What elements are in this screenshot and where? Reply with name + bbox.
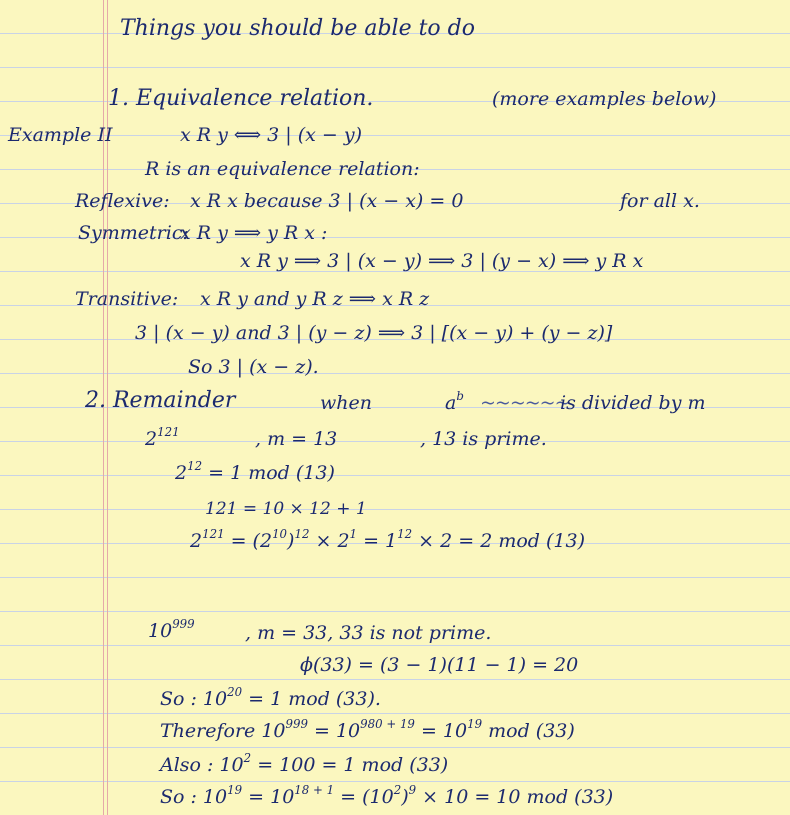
step-part: Therefore 10 bbox=[160, 720, 286, 742]
example-1-power bbox=[145, 425, 180, 450]
reflexive-proof: x R x because 3 | (x − x) = 0 bbox=[190, 190, 464, 212]
calc-part: = 1 bbox=[357, 530, 398, 552]
calc-part: × 2 bbox=[309, 530, 350, 552]
step-part: ) bbox=[401, 786, 409, 808]
calc-part: × 2 = 2 mod (13) bbox=[412, 530, 585, 552]
symmetric-label: Symmetric: bbox=[78, 222, 189, 244]
reflexive-label: Reflexive: bbox=[75, 190, 170, 212]
step-part: So : 10 bbox=[160, 688, 228, 710]
calc-base: 2 bbox=[190, 530, 203, 552]
fermat-result: = 1 mod (13) bbox=[202, 462, 335, 484]
step-exponent: 20 bbox=[227, 685, 243, 700]
step-exponent: 980 + 19 bbox=[360, 717, 415, 732]
transitive-statement: x R y and y R z ⟹ x R z bbox=[200, 288, 430, 310]
step-exponent: 999 bbox=[285, 717, 308, 732]
calc-exponent: 10 bbox=[272, 527, 288, 542]
calc-part: ) bbox=[287, 530, 295, 552]
step-part: = 10 bbox=[242, 786, 295, 808]
transitive-proof: 3 | (x − y) and 3 | (y − z) ⟹ 3 | [(x − y) + (y − z)] bbox=[135, 322, 613, 344]
step-exponent: 2 bbox=[243, 751, 252, 766]
step-exponent: 2 bbox=[393, 783, 402, 798]
scribbled-out-word: ~~~~~~ bbox=[480, 392, 570, 414]
calc-exponent: 12 bbox=[397, 527, 413, 542]
calc-part: = (2 bbox=[224, 530, 273, 552]
transitive-label: Transitive: bbox=[75, 288, 179, 310]
power-exponent: b bbox=[456, 389, 464, 404]
example-definition: x R y ⟺ 3 | (x − y) bbox=[180, 124, 362, 146]
euler-step bbox=[160, 685, 381, 710]
example-1-prime-note: , 13 is prime. bbox=[420, 428, 547, 450]
euler-phi: ϕ(33) = (3 − 1)(11 − 1) = 20 bbox=[300, 654, 579, 676]
fermat-base: 2 bbox=[175, 462, 188, 484]
section-1-heading: 1. Equivalence relation. bbox=[108, 86, 374, 111]
step-exponent: 9 bbox=[408, 783, 417, 798]
final-step bbox=[160, 783, 614, 808]
example-2-exponent: 999 bbox=[172, 617, 195, 632]
step-part: = 10 bbox=[307, 720, 361, 742]
calc-exponent: 1 bbox=[349, 527, 358, 542]
step-exponent: 19 bbox=[467, 717, 483, 732]
step-exponent: 19 bbox=[227, 783, 243, 798]
example-2-base: 10 bbox=[148, 620, 173, 642]
exponent-decomposition: 121 = 10 × 12 + 1 bbox=[205, 499, 367, 519]
example-2-modulus: , m = 33, 33 is not prime. bbox=[245, 622, 492, 644]
step-exponent: 18 + 1 bbox=[294, 783, 335, 798]
example-1-base: 2 bbox=[145, 428, 158, 450]
example-2-power bbox=[148, 617, 195, 642]
power-base: a bbox=[445, 392, 457, 414]
fermat-exponent: 12 bbox=[187, 459, 203, 474]
step-part: mod (33) bbox=[482, 720, 575, 742]
step-part: = 10 bbox=[414, 720, 468, 742]
example-1-calculation bbox=[190, 527, 585, 552]
step-part: × 10 = 10 mod (33) bbox=[416, 786, 614, 808]
reflexive-tail: for all x. bbox=[620, 190, 700, 212]
step-part: = 100 = 1 mod (33) bbox=[251, 754, 449, 776]
calc-exponent: 12 bbox=[294, 527, 310, 542]
power-expression bbox=[445, 389, 464, 414]
divided-by-text: is divided by m bbox=[560, 392, 706, 414]
step-part: = (10 bbox=[334, 786, 394, 808]
fermat-step bbox=[175, 459, 335, 484]
section-2-heading: 2. Remainder bbox=[85, 388, 236, 413]
also-step bbox=[160, 751, 449, 776]
symmetric-statement: x R y ⟹ y R x : bbox=[180, 222, 328, 244]
when-text: when bbox=[320, 392, 372, 414]
step-part: = 1 mod (33). bbox=[242, 688, 381, 710]
therefore-step bbox=[160, 717, 575, 742]
example-label: Example II bbox=[8, 124, 113, 146]
symmetric-proof: x R y ⟹ 3 | (x − y) ⟹ 3 | (y − x) ⟹ y R x bbox=[240, 250, 644, 272]
example-1-exponent: 121 bbox=[157, 425, 180, 440]
section-1-note: (more examples below) bbox=[492, 88, 717, 110]
step-part: Also : 10 bbox=[160, 754, 244, 776]
transitive-conclusion: So 3 | (x − z). bbox=[188, 356, 319, 378]
calc-exponent: 121 bbox=[202, 527, 225, 542]
page-title: Things you should be able to do bbox=[120, 16, 475, 41]
step-part: So : 10 bbox=[160, 786, 228, 808]
equivalence-claim: R is an equivalence relation: bbox=[145, 158, 420, 180]
example-1-modulus: , m = 13 bbox=[255, 428, 338, 450]
